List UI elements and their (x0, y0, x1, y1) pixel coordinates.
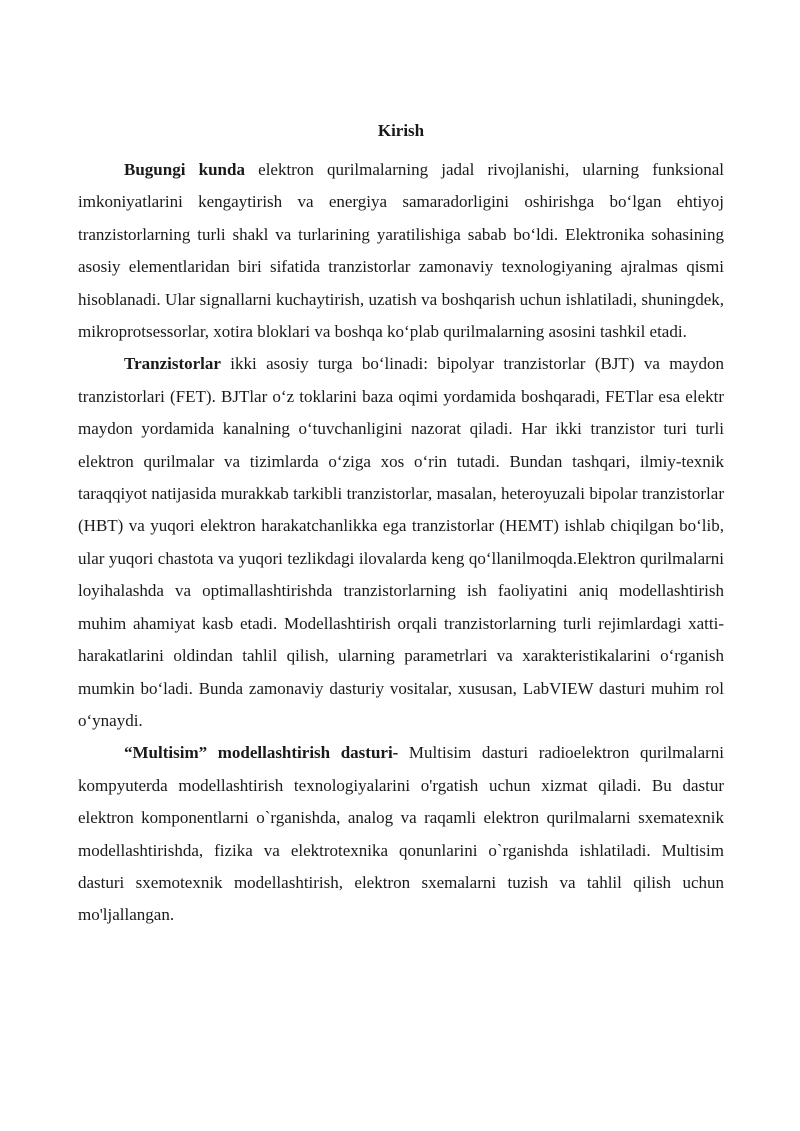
paragraph-lead: Bugungi kunda (124, 160, 245, 179)
paragraph-multisim (78, 737, 724, 931)
paragraph-transistors (78, 348, 724, 737)
paragraph-text: elektron qurilmalarning jadal rivojlanishi, ularning funksional imkoniyatlarini kengaytirish va energiya samaradorligini oshirishga bo‘lgan ehtiyoj tranzistorlarning turli shakl va turlarining yaratilishiga sabab bo‘ldi. Elektronika sohasining asosiy elementlaridan biri sifatida tranzistorlar zamonaviy texnologiyaning ajralmas qismi hisoblanadi. Ular signallarni kuchaytirish, uzatish va boshqarish uchun ishlatiladi, shuningdek, mikroprotsessorlar, xotira bloklari va boshqa ko‘plab qurilmalarning asosini tashkil etadi. (78, 160, 725, 342)
paragraph-text: Multisim dasturi radioelektron qurilmalarni kompyuterda modellashtirish texnologiyalarini o'rgatish uchun xizmat qiladi. Bu dastur elektron komponentlarni o`rganishda, analog va raqamli elektron qurilmalarni sxematexnik modellashtirishda, fizika va elektrotexnika qonunlarini o`rganishda ishlatiladi. Multisim dasturi sxemotexnik modellashtirish, elektron sxemalarni tuzish va tahlil qilish uchun mo'ljallangan. (78, 743, 724, 925)
paragraph-lead: Tranzistorlar (124, 354, 221, 374)
document-page (78, 118, 724, 932)
page-title: Kirish (377, 121, 425, 140)
paragraph-intro (78, 154, 724, 348)
paragraph-lead: “Multisim” modellashtirish dasturi- (124, 743, 399, 763)
paragraph-text: ikki asosiy turga bo‘linadi: bipolyar tranzistorlar (BJT) va maydon tranzistorlari (FET). BJTlar o‘z toklarini baza oqimi yordamida boshqaradi, FETlar esa elektr maydon yordamida kanalning o‘tuvchanligini nazorat qiladi. Har ikki tranzistor turi turli elektron qurilmalar va tizimlarda o‘ziga xos o‘rin tutadi. Bundan tashqari, ilmiy-texnik taraqqiyot natijasida murakkab tarkibli tranzistorlar, masalan, heteroyuzali bipolar tranzistorlar (HBT) va yuqori elektron harakatchanlikka ega tranzistorlar (HEMT) ishlab chiqilgan bo‘lib, ular yuqori chastota va yuqori tezlikdagi ilovalarda keng qo‘llanilmoqda.Elektron qurilmalarni loyihalashda va optimallashtirishda tranzistorlarning ish faoliyatini aniq modellashtirish muhim ahamiyat kasb etadi. Modellashtirish orqali tranzistorlarning turli rejimlardagi xatti-harakatlarini oldindan tahlil qilish, ularning parametrlari va xarakteristikalarini o‘rganish mumkin bo‘ladi. Bunda zamonaviy dasturiy vositalar, xususan, LabVIEW dasturi muhim rol o‘ynaydi. (78, 354, 724, 730)
